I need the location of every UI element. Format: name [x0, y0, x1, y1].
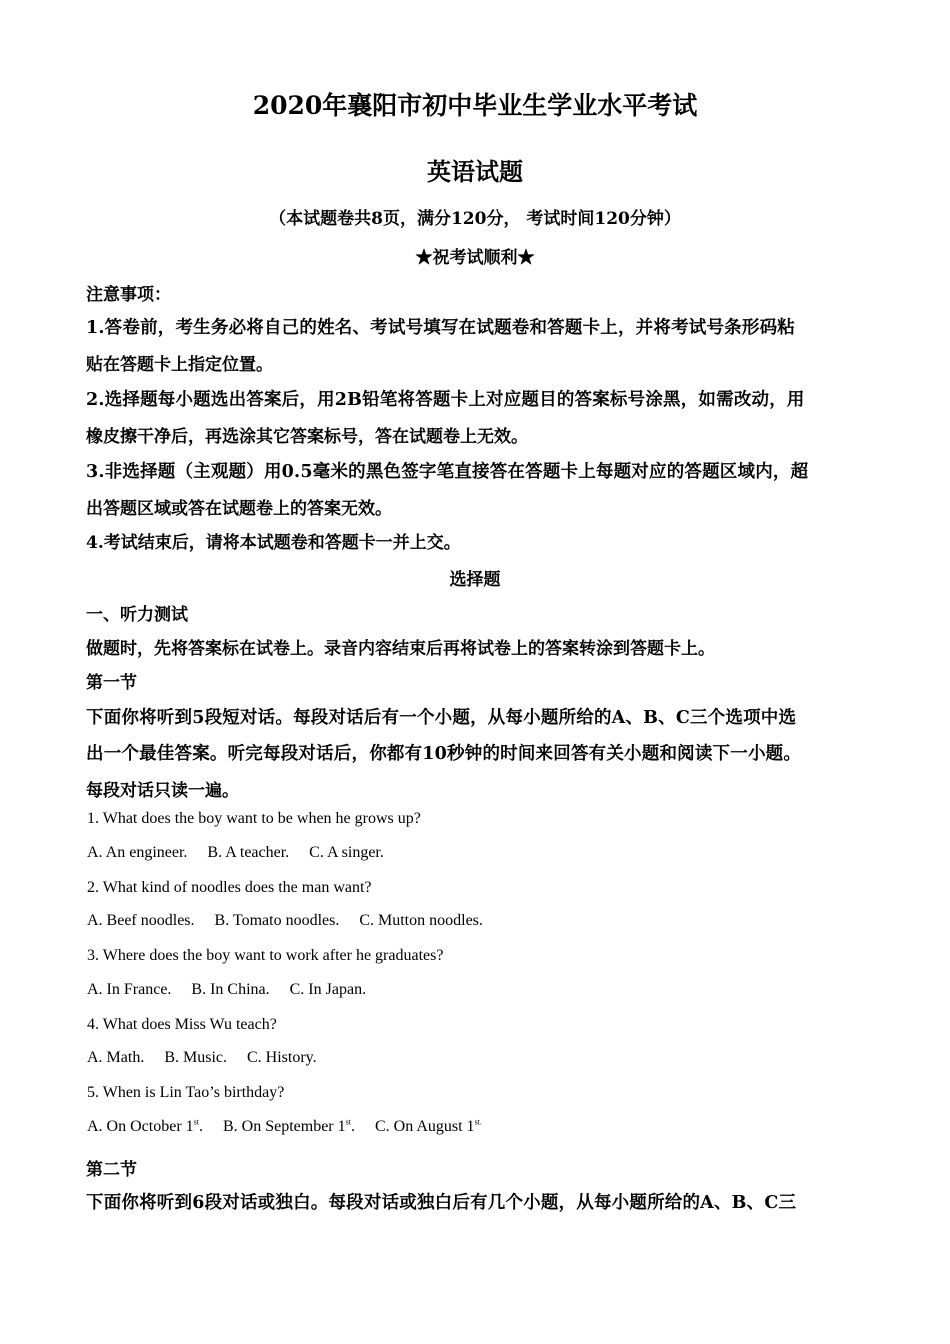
- question-4: 4. What does Miss Wu teach?: [87, 1016, 277, 1033]
- section-2-heading: 第二节: [86, 1160, 137, 1180]
- exam-title: 2020年襄阳市初中毕业生学业水平考试: [252, 91, 698, 120]
- choice-section-heading: 选择题: [449, 570, 501, 590]
- question-2-options: A. Beef noodles. B. Tomato noodles. C. Mutton noodles.: [87, 912, 483, 929]
- section-1-heading: 第一节: [86, 673, 137, 693]
- notice-line-1: 1.答卷前，考生务必将自己的姓名、考试号填写在试题卷和答题卡上，并将考试号条形码粘: [86, 318, 795, 338]
- exam-info: （本试题卷共8页，满分120分， 考试时间120分钟）: [269, 209, 681, 229]
- question-2: 2. What kind of noodles does the man want?: [87, 879, 372, 896]
- question-1: 1. What does the boy want to be when he grows up?: [87, 810, 421, 827]
- listening-heading: 一、听力测试: [86, 605, 188, 625]
- question-1-options: A. An engineer. B. A teacher. C. A singer.: [87, 844, 384, 861]
- question-3: 3. Where does the boy want to work after he graduates?: [87, 947, 444, 964]
- listening-instruction: 做题时，先将答案标在试卷上。录音内容结束后再将试卷上的答案转涂到答题卡上。: [86, 639, 715, 659]
- section-1-line-2: 出一个最佳答案。听完每段对话后，你都有10秒钟的时间来回答有关小题和阅读下一小题。: [86, 744, 802, 764]
- question-4-options: A. Math. B. Music. C. History.: [87, 1049, 317, 1066]
- notice-line-3: 2.选择题每小题选出答案后，用2B铅笔将答题卡上对应题目的答案标号涂黑，如需改动，用: [86, 390, 805, 410]
- subject-title: 英语试题: [427, 157, 523, 186]
- section-2-line-1: 下面你将听到6段对话或独白。每段对话或独白后有几个小题，从每小题所给的A、B、C三: [86, 1193, 797, 1213]
- good-luck-line: ★祝考试顺利★: [415, 248, 535, 268]
- notice-line-5: 3.非选择题（主观题）用0.5毫米的黑色签字笔直接答在答题卡上每题对应的答题区域内，超: [86, 462, 809, 482]
- notice-line-7: 4.考试结束后，请将本试题卷和答题卡一并上交。: [86, 533, 461, 553]
- notice-line-6: 出答题区域或答在试题卷上的答案无效。: [86, 499, 392, 519]
- notice-line-4: 橡皮擦干净后，再选涂其它答案标号，答在试题卷上无效。: [86, 427, 528, 447]
- section-1-line-3: 每段对话只读一遍。: [86, 781, 239, 801]
- section-1-line-1: 下面你将听到5段短对话。每段对话后有一个小题，从每小题所给的A、B、C三个选项中选: [86, 708, 797, 728]
- notice-heading: 注意事项：: [86, 285, 171, 305]
- question-5-options: A. On October 1st. B. On September 1st. C. On August $1^{st.}$: [87, 1117, 482, 1135]
- question-3-options: A. In France. B. In China. C. In Japan.: [87, 981, 367, 998]
- question-5: 5. When is Lin Tao’s birthday?: [87, 1084, 285, 1101]
- notice-line-2: 贴在答题卡上指定位置。: [86, 355, 273, 375]
